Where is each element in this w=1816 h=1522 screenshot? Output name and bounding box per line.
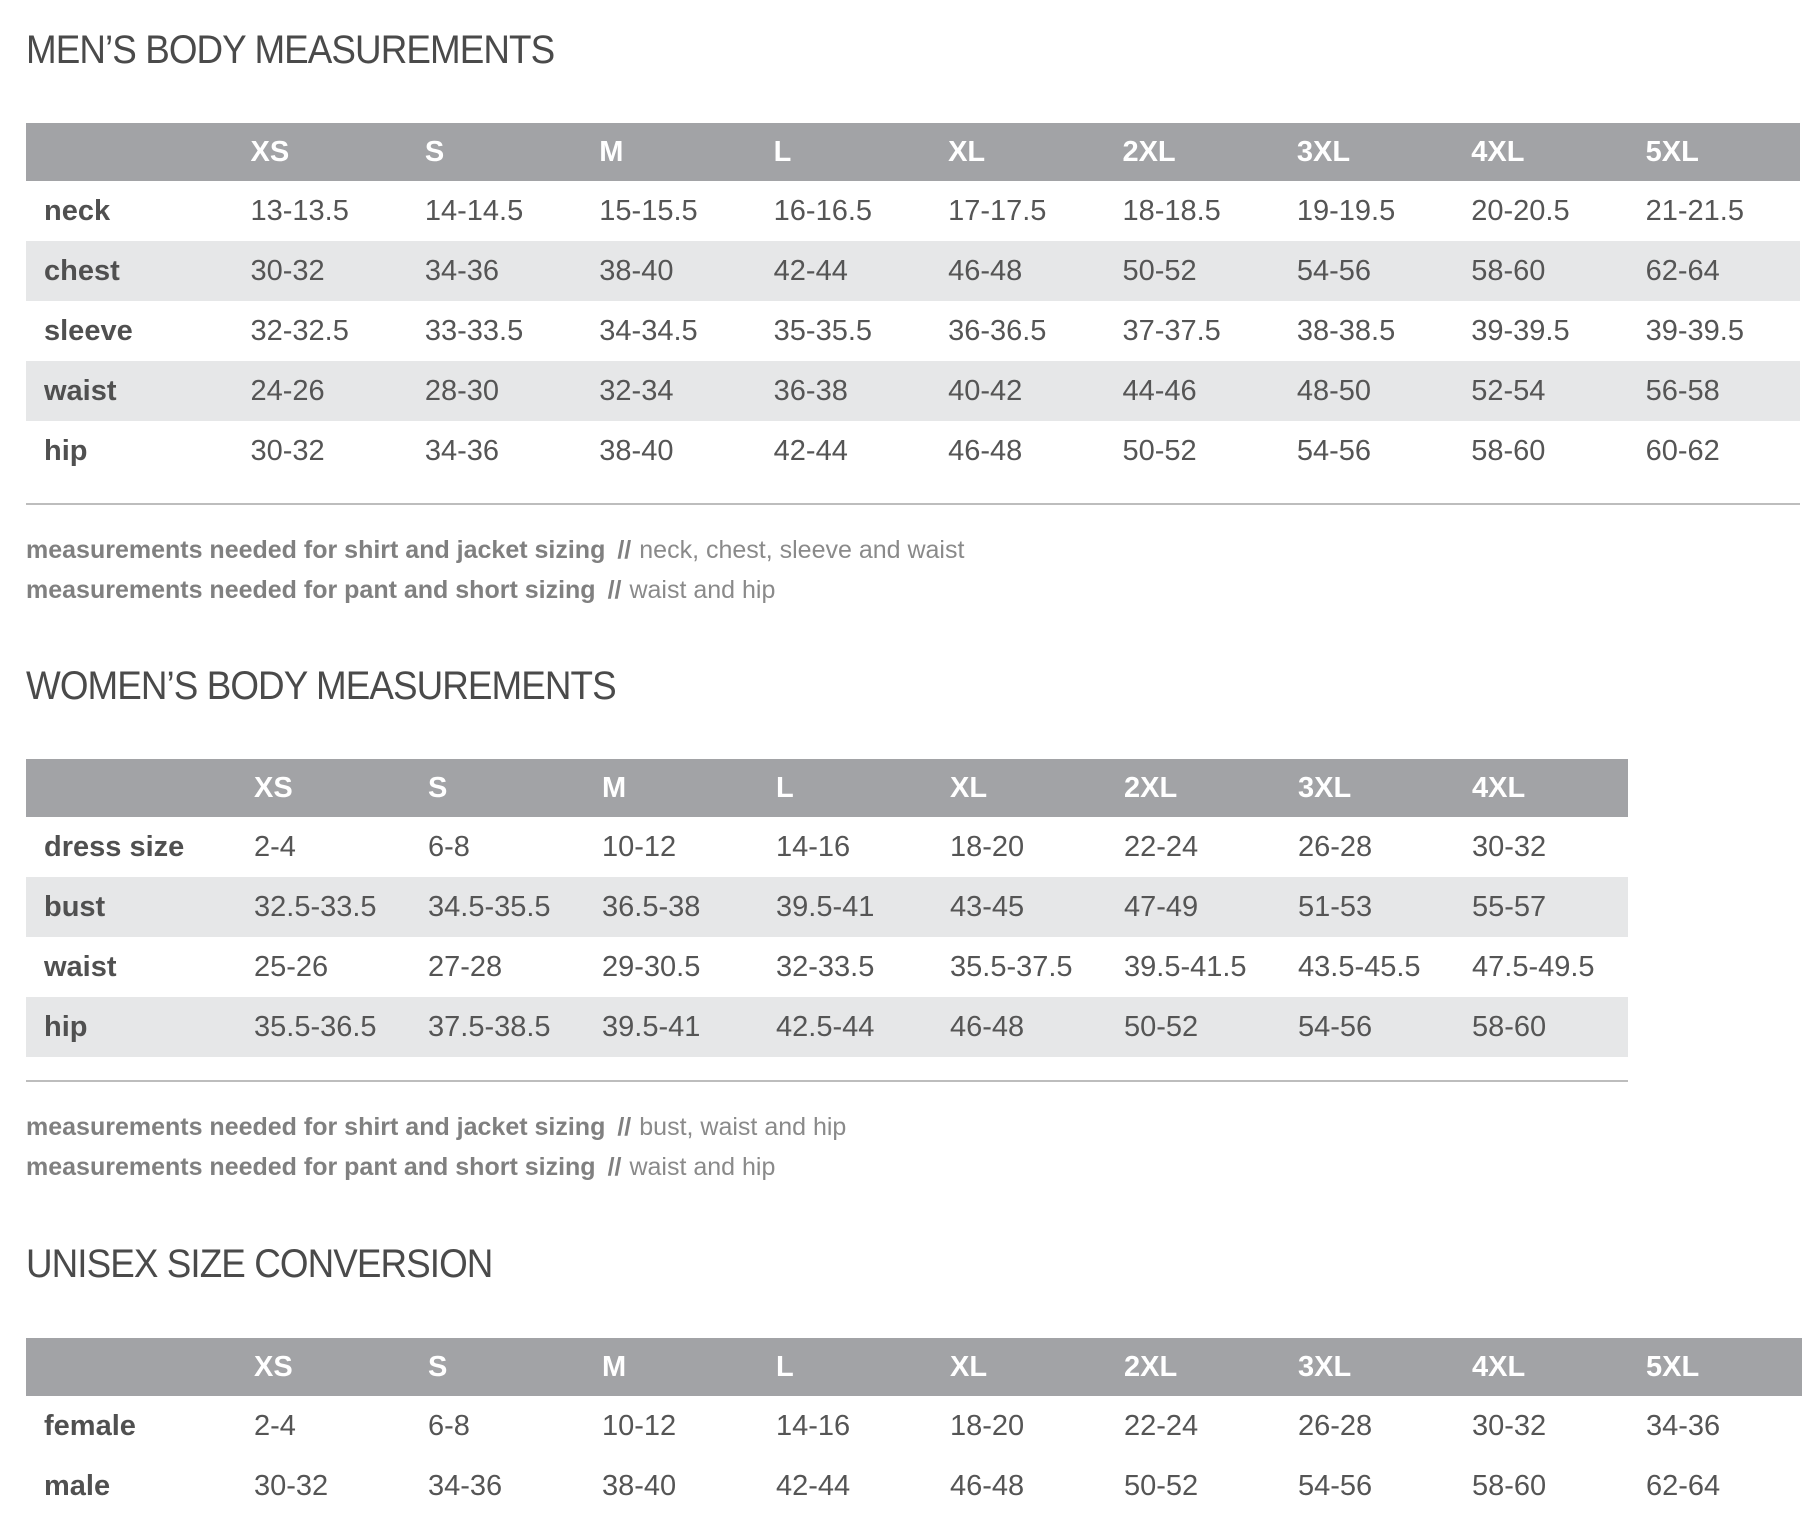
table-cell: 46-48 (948, 254, 1023, 287)
table-cell: 38-38.5 (1296, 314, 1396, 347)
table-cell: 29-30.5 (602, 950, 701, 983)
table-cell: 39.5-41.5 (1124, 950, 1247, 983)
table-cell: 38-40 (599, 254, 674, 287)
table-cell: 22-24 (1124, 830, 1199, 863)
table-cell: 42-44 (773, 434, 848, 467)
table-cell: 56-58 (1645, 374, 1720, 407)
table-cell: 62-64 (1646, 1469, 1721, 1502)
size-header: L (776, 771, 794, 804)
table-row (26, 1456, 1802, 1516)
table-cell: 10-12 (602, 830, 677, 863)
table-cell: 47-49 (1124, 890, 1199, 923)
table-cell: 2-4 (254, 830, 296, 863)
table-row (26, 1396, 1802, 1456)
table-cell: 14-16 (776, 1409, 851, 1442)
table-cell: 19-19.5 (1296, 194, 1396, 227)
table-cell: 38-40 (602, 1469, 677, 1502)
size-header: 2XL (1124, 1350, 1178, 1383)
table-cell: 62-64 (1645, 254, 1720, 287)
table-cell: 18-18.5 (1122, 194, 1221, 227)
note-separator: // (617, 1113, 632, 1141)
note-value: neck, chest, sleeve and waist (639, 536, 965, 564)
women-header-row (26, 759, 1628, 817)
table-cell: 10-12 (602, 1409, 677, 1442)
men-note-pant (26, 576, 775, 605)
size-header: M (602, 771, 627, 804)
size-header: L (773, 135, 792, 168)
size-header: XL (950, 1350, 988, 1383)
table-cell: 30-32 (250, 434, 325, 467)
table-row (26, 361, 1800, 421)
note-value: bust, waist and hip (639, 1113, 847, 1141)
table-cell: 51-53 (1298, 890, 1373, 923)
table-cell: 55-57 (1472, 890, 1547, 923)
table-cell: 36.5-38 (602, 890, 701, 923)
size-header: M (599, 135, 624, 168)
table-cell: 24-26 (250, 374, 325, 407)
table-cell: 40-42 (948, 374, 1023, 407)
women-measurements-table (26, 759, 1628, 1057)
size-header: XL (948, 135, 986, 168)
size-header: S (424, 135, 445, 168)
table-cell: 34-34.5 (599, 314, 698, 347)
note-label: measurements needed for pant and short sizing (26, 1153, 596, 1181)
row-label: hip (44, 434, 88, 467)
men-divider (26, 503, 1800, 505)
table-cell: 58-60 (1472, 1469, 1547, 1502)
table-cell: 50-52 (1122, 254, 1197, 287)
unisex-section-title: UNISEX SIZE CONVERSION (26, 1242, 493, 1286)
row-label: neck (44, 194, 111, 227)
table-cell: 54-56 (1296, 254, 1372, 287)
table-row (26, 181, 1800, 241)
table-cell: 54-56 (1298, 1010, 1373, 1043)
table-cell: 34-36 (1646, 1409, 1721, 1442)
note-separator: // (607, 576, 622, 604)
table-cell: 38-40 (599, 434, 674, 467)
table-cell: 54-56 (1298, 1469, 1373, 1502)
table-cell: 54-56 (1296, 434, 1372, 467)
table-cell: 21-21.5 (1645, 194, 1744, 227)
table-cell: 25-26 (254, 950, 329, 983)
table-cell: 46-48 (948, 434, 1023, 467)
women-note-pant (26, 1153, 775, 1182)
table-cell: 32-33.5 (776, 950, 875, 983)
size-header: 3XL (1296, 135, 1351, 168)
table-cell: 28-30 (424, 374, 500, 407)
table-cell: 36-36.5 (948, 314, 1047, 347)
table-cell: 16-16.5 (773, 194, 873, 227)
table-cell: 58-60 (1472, 1010, 1547, 1043)
table-row (26, 421, 1800, 481)
row-label: hip (44, 1010, 88, 1043)
table-cell: 39.5-41 (602, 1010, 701, 1043)
women-section-title: WOMEN’S BODY MEASUREMENTS (26, 664, 616, 708)
table-cell: 43.5-45.5 (1298, 950, 1421, 983)
table-cell: 46-48 (950, 1469, 1025, 1502)
row-label: dress size (44, 830, 185, 863)
size-header: XL (950, 771, 988, 804)
table-cell: 50-52 (1124, 1469, 1199, 1502)
header-corner (26, 123, 251, 181)
table-cell: 58-60 (1471, 254, 1546, 287)
table-cell: 6-8 (428, 830, 470, 863)
table-row (26, 877, 1628, 937)
table-cell: 39-39.5 (1645, 314, 1744, 347)
table-row (26, 301, 1800, 361)
table-cell: 34-36 (424, 434, 500, 467)
table-cell: 34-36 (428, 1469, 503, 1502)
men-measurements-table (26, 123, 1800, 481)
table-cell: 35-35.5 (773, 314, 873, 347)
unisex-conversion-table (26, 1338, 1802, 1516)
table-cell: 17-17.5 (948, 194, 1047, 227)
table-cell: 22-24 (1124, 1409, 1199, 1442)
table-cell: 42-44 (773, 254, 848, 287)
table-cell: 50-52 (1122, 434, 1197, 467)
table-cell: 30-32 (1472, 830, 1547, 863)
size-header: L (776, 1350, 794, 1383)
size-header: 4XL (1471, 135, 1525, 168)
row-label: bust (44, 890, 106, 923)
size-header: 4XL (1472, 771, 1526, 804)
men-note-shirt (26, 536, 964, 565)
size-header: 4XL (1472, 1350, 1526, 1383)
women-divider (26, 1080, 1628, 1082)
table-row (26, 817, 1628, 877)
table-cell: 60-62 (1645, 434, 1720, 467)
row-label: chest (44, 254, 120, 287)
size-header: 5XL (1646, 1350, 1700, 1383)
note-separator: // (607, 1153, 622, 1181)
table-cell: 35.5-37.5 (950, 950, 1073, 983)
size-header: XS (254, 1350, 293, 1383)
note-value: waist and hip (629, 576, 776, 604)
note-value: waist and hip (629, 1153, 776, 1181)
table-cell: 39.5-41 (776, 890, 875, 923)
size-header: 5XL (1645, 135, 1699, 168)
table-row (26, 241, 1800, 301)
size-header: 2XL (1122, 135, 1176, 168)
size-header: M (602, 1350, 627, 1383)
size-header: 2XL (1124, 771, 1178, 804)
table-cell: 15-15.5 (599, 194, 698, 227)
row-label: waist (44, 950, 117, 983)
table-cell: 32-34 (599, 374, 674, 407)
table-row (26, 997, 1628, 1057)
women-note-shirt (26, 1113, 846, 1142)
table-cell: 30-32 (1472, 1409, 1547, 1442)
table-cell: 6-8 (428, 1409, 470, 1442)
table-cell: 52-54 (1471, 374, 1546, 407)
table-cell: 39-39.5 (1471, 314, 1570, 347)
size-header: S (428, 771, 448, 804)
table-cell: 33-33.5 (424, 314, 524, 347)
table-cell: 26-28 (1298, 1409, 1373, 1442)
table-cell: 30-32 (250, 254, 325, 287)
men-header-row (26, 123, 1800, 181)
table-cell: 30-32 (254, 1469, 329, 1502)
table-cell: 36-38 (773, 374, 848, 407)
table-cell: 32-32.5 (250, 314, 349, 347)
note-label: measurements needed for pant and short sizing (26, 576, 596, 604)
table-row (26, 937, 1628, 997)
table-cell: 18-20 (950, 830, 1025, 863)
note-label: measurements needed for shirt and jacket sizing (26, 1113, 606, 1141)
row-label: waist (44, 374, 117, 407)
table-cell: 43-45 (950, 890, 1025, 923)
table-cell: 34.5-35.5 (428, 890, 551, 923)
table-cell: 13-13.5 (250, 194, 349, 227)
table-cell: 42.5-44 (776, 1010, 875, 1043)
size-header: XS (254, 771, 293, 804)
table-cell: 2-4 (254, 1409, 296, 1442)
table-cell: 35.5-36.5 (254, 1010, 377, 1043)
unisex-header-row (26, 1338, 1802, 1396)
table-cell: 48-50 (1296, 374, 1372, 407)
table-cell: 18-20 (950, 1409, 1025, 1442)
table-cell: 27-28 (428, 950, 503, 983)
row-label: female (44, 1409, 136, 1442)
table-cell: 26-28 (1298, 830, 1373, 863)
size-header: S (428, 1350, 448, 1383)
table-cell: 46-48 (950, 1010, 1025, 1043)
row-label: sleeve (44, 314, 133, 347)
table-cell: 47.5-49.5 (1472, 950, 1595, 983)
men-section-title: MEN’S BODY MEASUREMENTS (26, 28, 555, 72)
note-separator: // (617, 536, 632, 564)
table-cell: 32.5-33.5 (254, 890, 377, 923)
header-corner (26, 759, 254, 817)
size-header: XS (250, 135, 290, 168)
header-corner (26, 1338, 254, 1396)
table-cell: 14-16 (776, 830, 851, 863)
table-cell: 50-52 (1124, 1010, 1199, 1043)
table-cell: 58-60 (1471, 434, 1546, 467)
table-cell: 34-36 (424, 254, 500, 287)
table-cell: 37-37.5 (1122, 314, 1221, 347)
size-header: 3XL (1298, 771, 1352, 804)
size-header: 3XL (1298, 1350, 1352, 1383)
table-cell: 20-20.5 (1471, 194, 1570, 227)
table-cell: 44-46 (1122, 374, 1197, 407)
row-label: male (44, 1469, 111, 1502)
table-cell: 14-14.5 (424, 194, 524, 227)
note-label: measurements needed for shirt and jacket sizing (26, 536, 606, 564)
table-cell: 42-44 (776, 1469, 851, 1502)
table-cell: 37.5-38.5 (428, 1010, 551, 1043)
